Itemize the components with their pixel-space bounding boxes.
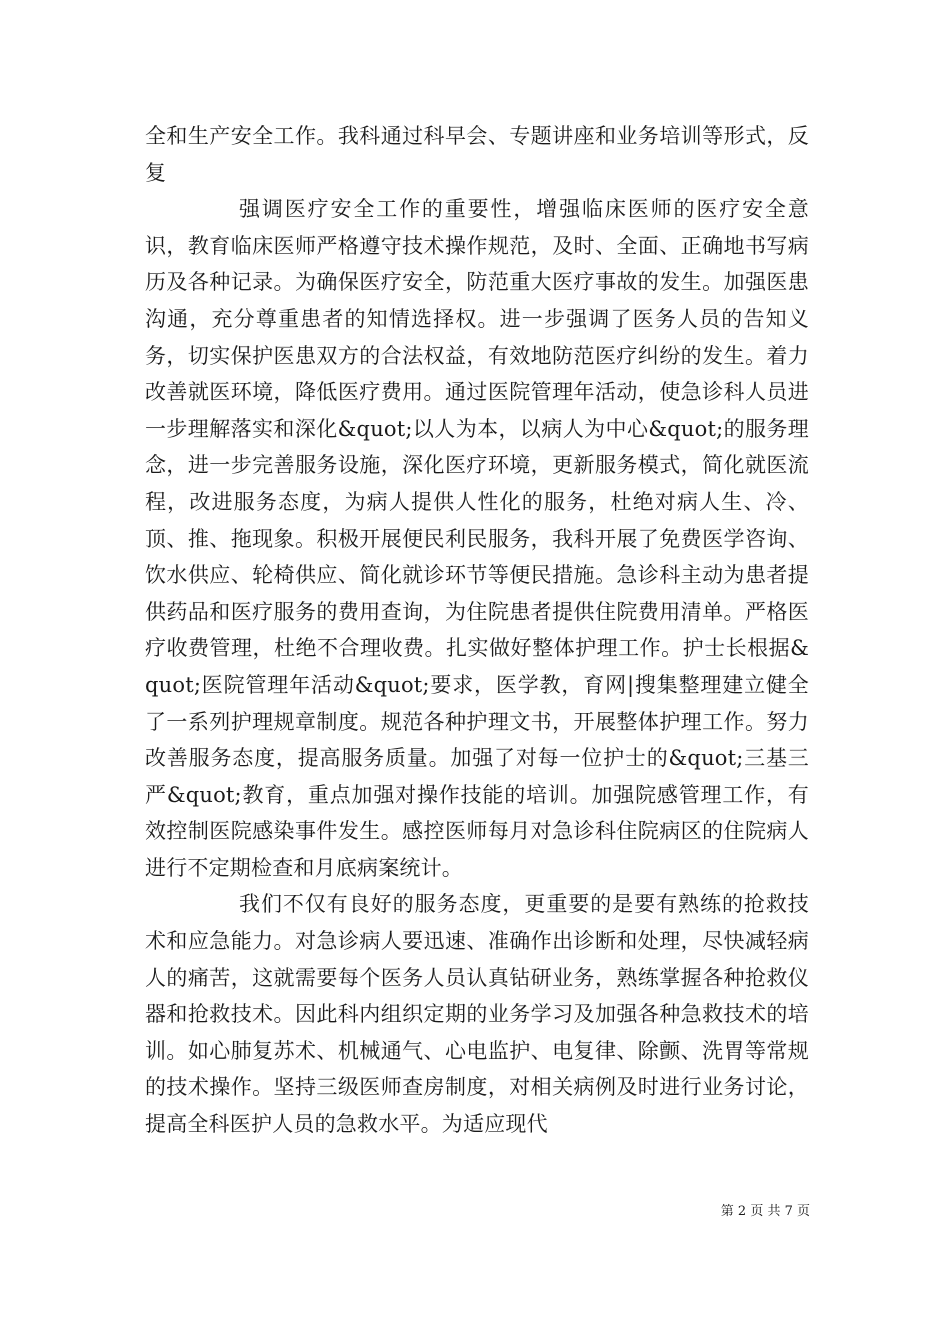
paragraph-medical-safety: 强调医疗安全工作的重要性，增强临床医师的医疗安全意识，教育临床医师严格遵守技术操作规范，及时、全面、正确地书写病历及各种记录。为确保医疗安全，防范重大医疗事故的发生。加强医患沟通，充分尊重患者的知情选择权。进一步强调了医务人员的告知义务，切实保护医患双方的合法权益，有效地防范医疗纠纷的发生。着力改善就医环境，降低医疗费用。通过医院管理年活动，使急诊科人员进一步理解落实和深化&quot;以人为本，以病人为中心&quot;的服务理念，进一步完善服务设施，深化医疗环境，更新服务模式，简化就医流程，改进服务态度，为病人提供人性化的服务，杜绝对病人生、冷、顶、推、拖现象。积极开展便民利民服务，我科开展了免费医学咨询、饮水供应、轮椅供应、简化就诊环节等便民措施。急诊科主动为患者提供药品和医疗服务的费用查询，为住院患者提供住院费用清单。严格医疗收费管理，杜绝不合理收费。扎实做好整体护理工作。护士长根据&quot;医院管理年活动&quot;要求，医学教，育网|搜集整理建立健全了一系列护理规章制度。规范各种护理文书，开展整体护理工作。努力改善服务态度，提高服务质量。加强了对每一位护士的&quot;三基三严&quot;教育，重点加强对操作技能的培训。加强院感管理工作，有效控制医院感染事件发生。感控医师每月对急诊科住院病区的住院病人进行不定期检查和月底病案统计。 (145, 197, 809, 880)
paragraph-continuation: 全和生产安全工作。我科通过科早会、专题讲座和业务培训等形式，反复 (145, 124, 809, 185)
page-number-footer: 第 2 页 共 7 页 (720, 1204, 810, 1219)
document-body (145, 118, 809, 1143)
paragraph-emergency-skills: 我们不仅有良好的服务态度，更重要的是要有熟练的抢救技术和应急能力。对急诊病人要迅速、准确作出诊断和处理，尽快减轻病人的痛苦，这就需要每个医务人员认真钻研业务，熟练掌握各种抢救仪器和抢救技术。因此科内组织定期的业务学习及加强各种急救技术的培训。如心肺复苏术、机械通气、心电监护、电复律、除颤、洗胃等常规的技术操作。坚持三级医师查房制度，对相关病例及时进行业务讨论，提高全科医护人员的急救水平。为适应现代 (145, 892, 809, 1137)
